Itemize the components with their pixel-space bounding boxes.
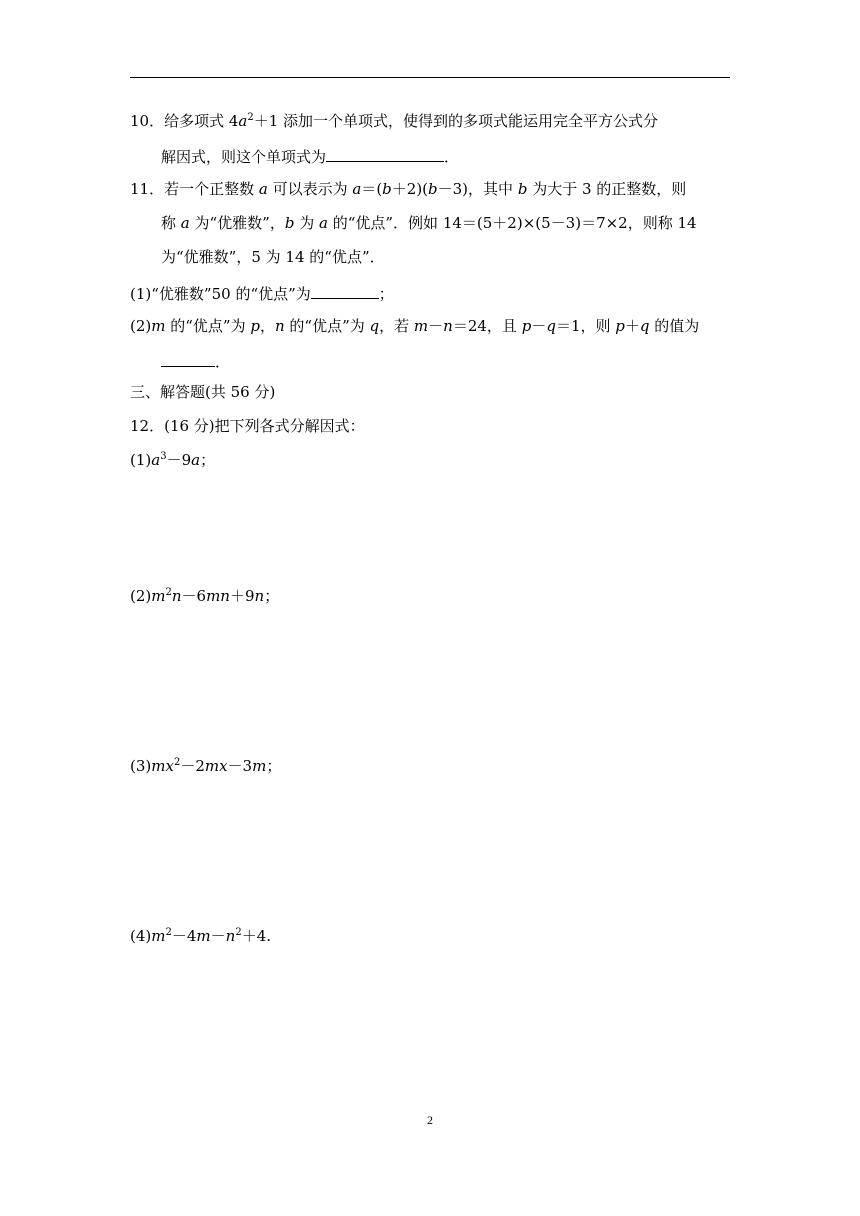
answer-blank-q10[interactable]: [326, 145, 444, 162]
q10-line1: 10．给多项式 $4a^2+1$ 添加一个单项式，使得到的多项式能运用完全平方公式分: [130, 112, 659, 130]
answer-blank-q11-1[interactable]: [311, 282, 379, 299]
q11-sub1: (1)“优雅数”50 的“优点”为 ；: [130, 282, 394, 304]
header-rule: [130, 77, 730, 78]
q11-sub2-line1: (2)m 的“优点”为 p，n 的“优点”为 q，若 m－n＝24，且 p－q＝1，则 p＋q 的值为: [130, 317, 700, 335]
q11-line1: 11．若一个正整数 a 可以表示为 a＝(b＋2)(b－3)，其中 b 为大于 3 的正整数，则: [130, 180, 687, 198]
q12-part2: $(2)m^2n-6mn+9n$；: [130, 587, 280, 605]
section-title: 三、解答题(共 56 分): [130, 383, 276, 401]
q12-part3: $(3)mx^2-2mx-3m$；: [130, 757, 282, 775]
q11-sub2-line2: ．: [161, 350, 230, 372]
q10-line2: 解因式，则这个单项式为 ．: [161, 145, 459, 167]
page-number: 2: [427, 1113, 433, 1127]
q12-part4: $(4)m^2-4m-n^2+4$.: [130, 927, 272, 945]
q12-part1: $(1)a^3-9a$；: [130, 451, 216, 469]
q11-line3: 为“优雅数”，5 为 14 的“优点”．: [161, 248, 385, 266]
q12-stem: 12．(16 分)把下列各式分解因式：: [130, 417, 365, 435]
q11-line2: 称 a 为“优雅数”，b 为 a 的“优点”．例如 14＝(5＋2)×(5－3)＝7×2，则称 14: [161, 214, 697, 232]
answer-blank-q11-2[interactable]: [161, 350, 215, 367]
